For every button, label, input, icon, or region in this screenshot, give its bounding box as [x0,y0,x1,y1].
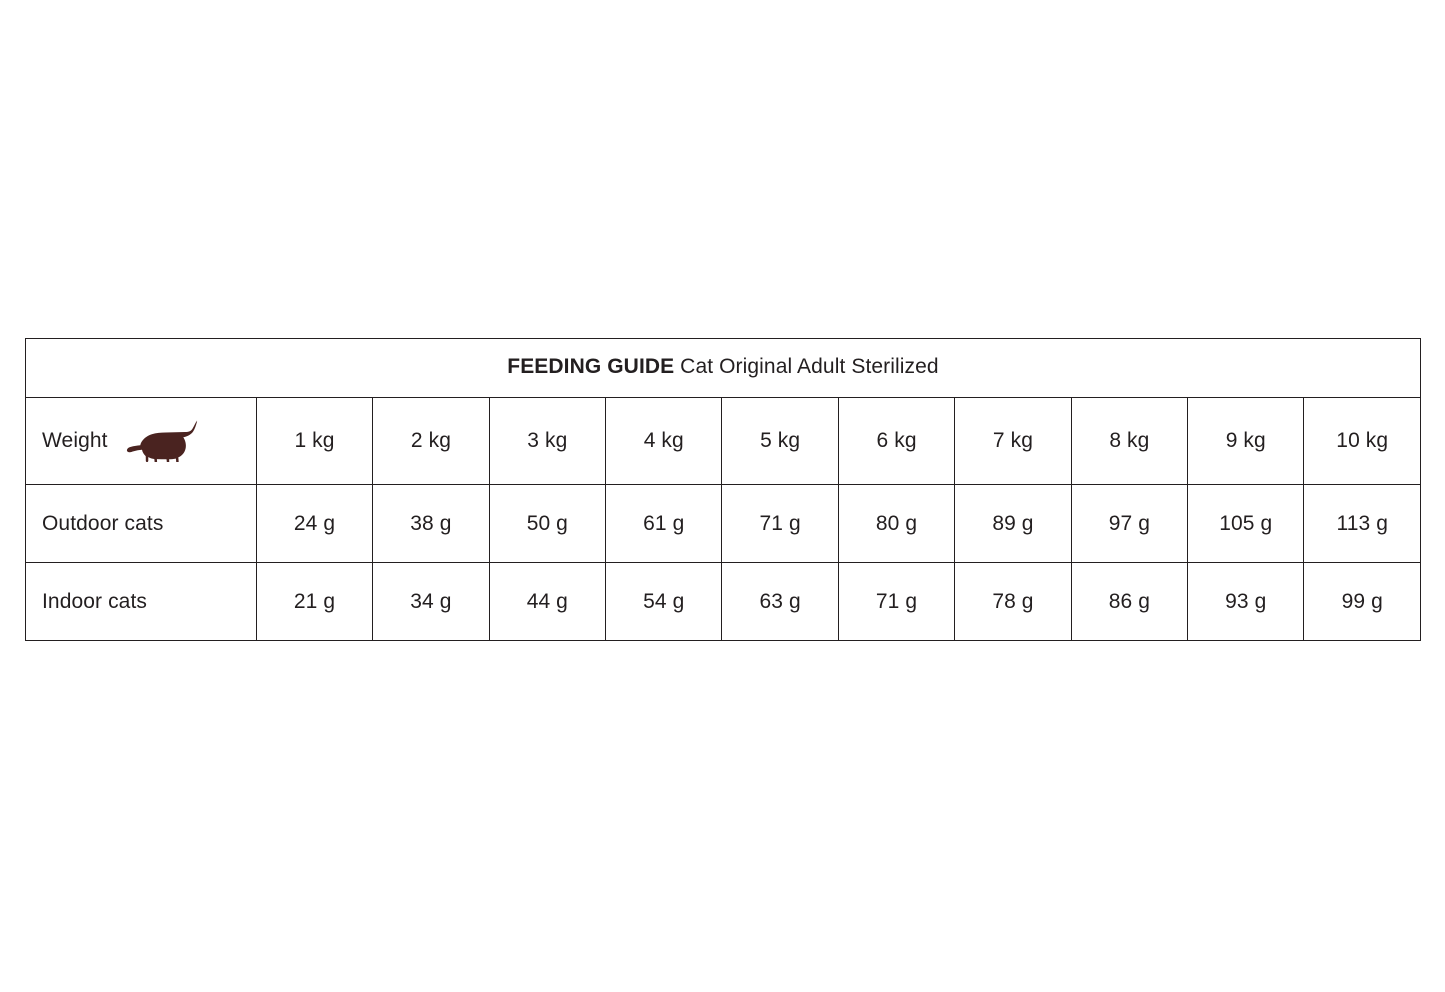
table-cell: 7 kg [955,398,1071,485]
table-title-row [26,339,1421,398]
table-cell: 80 g [838,485,954,563]
table-row [26,398,1421,485]
table-cell: 99 g [1304,563,1421,641]
row-label-weight [26,398,257,485]
table-cell: 6 kg [838,398,954,485]
table-cell: 44 g [489,563,605,641]
table-cell: 63 g [722,563,838,641]
feeding-guide-table-container [25,338,1421,641]
table-title-bold: FEEDING GUIDE [507,355,675,378]
table-cell: 61 g [606,485,722,563]
table-cell: 113 g [1304,485,1421,563]
row-label-outdoor-cats: Outdoor cats [26,485,257,563]
table-cell: 71 g [722,485,838,563]
row-label-indoor-cats: Indoor cats [26,563,257,641]
table-cell: 4 kg [606,398,722,485]
table-cell: 50 g [489,485,605,563]
table-cell: 78 g [955,563,1071,641]
table-row [26,485,1421,563]
table-cell: 3 kg [489,398,605,485]
table-cell: 89 g [955,485,1071,563]
table-row [26,563,1421,641]
table-cell: 54 g [606,563,722,641]
table-cell: 8 kg [1071,398,1187,485]
table-cell: 38 g [373,485,489,563]
table-cell: 105 g [1188,485,1304,563]
row-label-weight-text: Weight [42,429,108,452]
table-cell: 10 kg [1304,398,1421,485]
table-cell: 24 g [256,485,372,563]
table-cell: 34 g [373,563,489,641]
cat-silhouette-icon [126,420,200,462]
feeding-guide-table [25,338,1421,641]
table-cell: 97 g [1071,485,1187,563]
table-cell: 71 g [838,563,954,641]
table-cell: 86 g [1071,563,1187,641]
table-title-rest: Cat Original Adult Sterilized [674,355,939,378]
table-cell: 1 kg [256,398,372,485]
table-cell: 5 kg [722,398,838,485]
table-cell: 21 g [256,563,372,641]
table-title [26,339,1421,398]
table-cell: 2 kg [373,398,489,485]
table-cell: 93 g [1188,563,1304,641]
table-cell: 9 kg [1188,398,1304,485]
